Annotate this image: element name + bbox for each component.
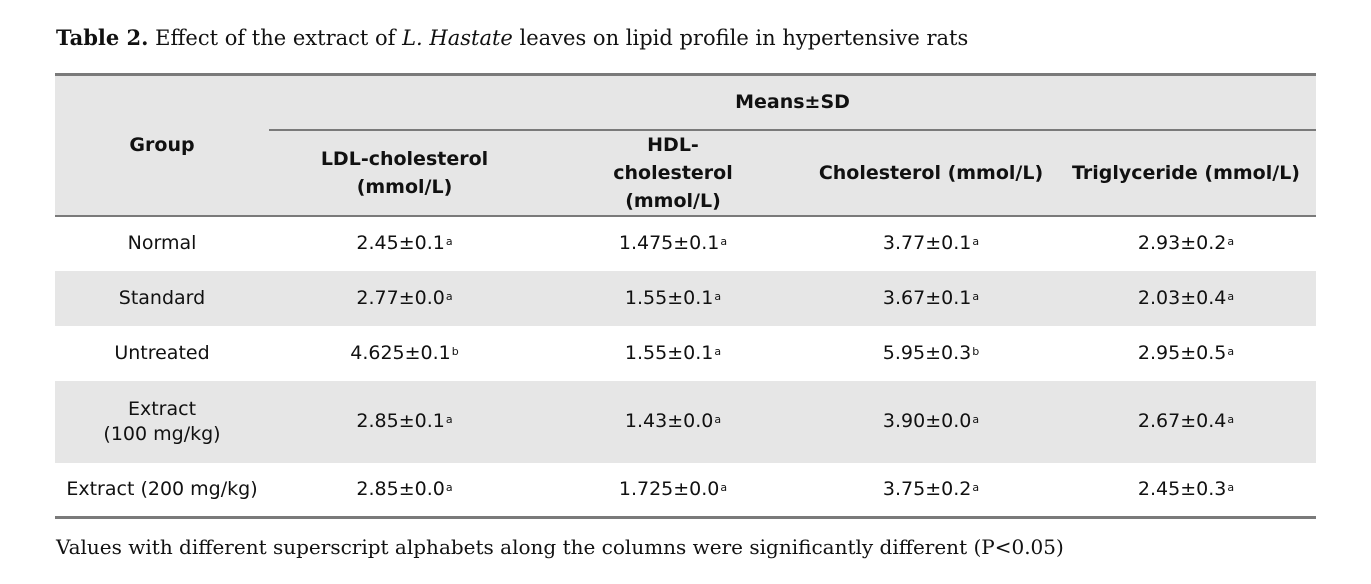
cholesterol-value: 3.75±0.2 <box>882 477 972 500</box>
ldl-value: 2.77±0.0 <box>356 286 445 309</box>
triglyceride-value: 2.67±0.4 <box>1137 410 1227 432</box>
table-footnote: Values with different superscript alphabets along the columns were significantly different (P<0.05) <box>56 535 1064 559</box>
significance-superscript: a <box>445 289 453 303</box>
hdl-cell <box>540 216 806 271</box>
cholesterol-value: 3.77±0.1 <box>882 232 972 254</box>
significance-superscript: a <box>445 480 453 494</box>
means-sd-header: Means±SD <box>269 75 1316 130</box>
group-cell <box>55 381 269 463</box>
ldl-value: 2.85±0.1 <box>356 410 445 432</box>
column-header-hdl: HDL-cholesterol (mmol/L) <box>540 130 806 216</box>
lipid-profile-table-container <box>55 73 1316 519</box>
hdl-value: 1.43±0.0 <box>624 410 714 432</box>
column-header-triglyceride: Triglyceride (mmol/L) <box>1056 130 1316 216</box>
table-row <box>55 326 1316 381</box>
table-row <box>55 216 1316 271</box>
hdl-cell <box>540 326 806 381</box>
triglyceride-cell <box>1056 381 1316 463</box>
ldl-value: 2.85±0.0 <box>356 477 445 500</box>
group-cell: Normal <box>127 232 197 254</box>
significance-superscript: a <box>445 235 453 248</box>
triglyceride-cell <box>1056 326 1316 381</box>
table-row <box>55 463 1316 518</box>
triglyceride-value: 2.93±0.2 <box>1137 232 1227 254</box>
table-row <box>55 381 1316 463</box>
group-cell: Untreated <box>114 341 210 364</box>
significance-superscript: a <box>1227 413 1235 426</box>
table-caption <box>56 25 968 50</box>
hdl-cell <box>540 381 806 463</box>
table-row <box>55 271 1316 326</box>
significance-superscript: b <box>972 344 980 358</box>
caption-text-after: leaves on lipid profile in hypertensive rats <box>512 26 969 50</box>
triglyceride-value: 2.03±0.4 <box>1137 286 1227 309</box>
significance-superscript: a <box>972 480 980 494</box>
cholesterol-cell <box>806 216 1056 271</box>
table-body <box>55 216 1316 518</box>
ldl-value: 2.45±0.1 <box>356 232 445 254</box>
significance-superscript: a <box>1227 235 1235 248</box>
column-header-ldl: LDL-cholesterol (mmol/L) <box>269 130 540 216</box>
triglyceride-cell <box>1056 216 1316 271</box>
hdl-value: 1.55±0.1 <box>624 286 714 309</box>
significance-superscript: a <box>972 289 980 303</box>
triglyceride-value: 2.45±0.3 <box>1137 477 1227 500</box>
ldl-cell <box>269 216 540 271</box>
triglyceride-cell <box>1056 463 1316 518</box>
ldl-value: 4.625±0.1 <box>350 341 451 364</box>
cholesterol-cell <box>806 326 1056 381</box>
hdl-value: 1.725±0.0 <box>618 477 720 500</box>
significance-superscript: a <box>720 235 728 248</box>
caption-text-before: Effect of the extract of <box>148 26 403 50</box>
hdl-value: 1.55±0.1 <box>624 341 714 364</box>
significance-superscript: a <box>714 344 722 358</box>
significance-superscript: b <box>451 344 459 358</box>
triglyceride-cell <box>1056 271 1316 326</box>
ldl-cell <box>269 271 540 326</box>
significance-superscript: a <box>720 480 728 494</box>
cholesterol-cell <box>806 463 1056 518</box>
ldl-cell <box>269 463 540 518</box>
significance-superscript: a <box>1227 289 1235 303</box>
significance-superscript: a <box>1227 344 1235 358</box>
hdl-cell <box>540 463 806 518</box>
group-label-line-2: (100 mg/kg) <box>103 422 221 445</box>
significance-superscript: a <box>1227 480 1235 494</box>
species-name: L. Hastate <box>402 26 513 50</box>
hdl-cell <box>540 271 806 326</box>
group-cell: Standard <box>55 271 269 326</box>
lipid-profile-table <box>55 73 1316 519</box>
header-row-1 <box>55 75 1316 130</box>
significance-superscript: a <box>972 235 980 248</box>
cholesterol-value: 5.95±0.3 <box>882 341 972 364</box>
ldl-cell <box>269 326 540 381</box>
significance-superscript: a <box>714 413 722 426</box>
significance-superscript: a <box>445 413 453 426</box>
cholesterol-cell <box>806 381 1056 463</box>
table-header <box>55 75 1316 216</box>
ldl-cell <box>269 381 540 463</box>
group-cell: Extract (200 mg/kg) <box>55 463 269 518</box>
triglyceride-value: 2.95±0.5 <box>1137 341 1227 364</box>
hdl-value: 1.475±0.1 <box>618 232 720 254</box>
significance-superscript: a <box>714 289 722 303</box>
cholesterol-cell <box>806 271 1056 326</box>
cholesterol-value: 3.67±0.1 <box>882 286 972 309</box>
table-label: Table 2. <box>56 25 149 50</box>
cholesterol-value: 3.90±0.0 <box>882 410 972 432</box>
group-column-header: Group <box>55 75 269 216</box>
column-header-cholesterol: Cholesterol (mmol/L) <box>806 130 1056 216</box>
significance-superscript: a <box>972 413 980 426</box>
group-label-line-1: Extract <box>127 397 197 420</box>
